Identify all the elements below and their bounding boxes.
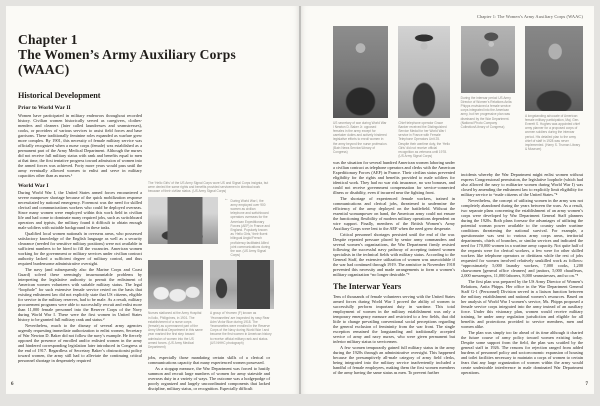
para-rcol2-3: The first plan was prepared by the US Army Director of Women’s Relations, Anita Phipps. Her office in the War Department General Staff G-1 (Personnel) Division served in a liaison function between the military establishment and national women’s resources. Based on her analysis of World War I women’s service, Ms. Phipps proposed a female service corps integrated into the army instead of an auxiliary force. Under this visionary plan, women would receive military training, be under army regulation jurisdiction and eligible for all benefits and protections provided to service members, men and women alike. [461, 279, 583, 329]
para-cont-1: jobs, especially those mandating certain skills of a clerical or communications capacity that many experienced women possessed. [148, 355, 270, 366]
photo-everett-hughes-portrait [525, 26, 583, 111]
left-page-continuation-text [148, 355, 270, 391]
left-page-media-column [148, 91, 270, 392]
page-right [300, 6, 594, 394]
photo-army-nurses-philippines [148, 260, 203, 309]
caption-nurses: Nurses stationed at the Army Hospital in Iloilo, Philippines, in 1901. The establishment of a nurse corps (female) as a permanent part of the Army Medical Department in this same year marked the first step toward admission of women into the US armed forces. (US Army Medical Department) [148, 311, 203, 350]
chapter-label: Chapter 1 [18, 32, 78, 47]
portrait-row [333, 26, 583, 160]
para-cont-2: As a stopgap measure, the War Department was forced to hastily summon and recruit large numbers of women for army stateside and overseas duty in a variety of ways. The outcome was a hodgepodge of poorly organized and largely uncoordinated components that lacked discipline, military status, or recognition. Especially difficult [148, 366, 270, 392]
para-ww1-3: The navy (and subsequently also the Marine Corps and Coast Guard) solved these seemingly insurmountable problems by interpreting the legislative authority to permit the enlistment of American women volunteers with suitable military status. The legal “loophole” for such extensive female service rested on the basis that existing enlistment law did not explicitly state that US citizens, eligible for service in the military reserves, had to be male. As a result, military procurement programs were able to successfully recruit and enlist more than 11,000 female personnel into the Reserve Corps of the Navy during World War I. These were the first women in United States history to be granted full military rank and status.² [18, 267, 142, 322]
left-page-columns [18, 91, 270, 392]
subheading-prior-to-world-war-2: Prior to World War II [18, 105, 71, 111]
para-interwar-2: A few women temporarily gained full military status in the army during the 1920s through an administrative oversight. This happened because the presumptively all-male category of army field clerks, being integrated into the military service inadvertently included a handful of female employees, making them the first women members of the army having the same status as men. To prevent further [333, 345, 455, 375]
figure-nurses [148, 260, 203, 349]
para-ww1-2: Qualified local women nationals in overseas areas, who possessed satisfactory knowledge of the English language as well as a security clearance (needed for sensitive military positions) were not available in sufficient numbers to be hired to fill the vacancies. American women working for the government or military services under civilian contract authority lacked a sufficient degree of military control, and thus required burdensome administrative oversight. [18, 231, 142, 266]
caption-switchboard-room: During World War I, the army employed over 900 women as civilian telephone and switchboard operators overseas for the American Expeditionary Forces (AEF) in France and England. Popularly known as ‘Hello Girls,’ their fluent bilingual Anglo/French proficiency facilitated Allied joint communications during the war. (US Army Signal Corps) [230, 198, 271, 258]
page-left [6, 6, 300, 394]
para-prior-ww2: Women have participated in military endeavors throughout recorded history. Civilian women historically served as caregivers, clothes-menders and cleaners (later called laundresses and seamstresses), cooks, or providers of various services to assist field forces and base garrisons. These traditionally feminine roles expanded as warfare grew more complex. By 1901, this necessity of female military service was officially recognized when a nurse corps (female) was established as a permanent part of the Army Medical Department. Although the nurses did not receive full military status with rank and benefits equal to men at that time, the first tentative progress toward admission of women into the armed forces was achieved. Forty more years would pass until the army eventually allowed women to enlist and serve in military capacities other than as nurses.¹ [18, 112, 142, 178]
page-number-left: 6 [11, 382, 14, 387]
para-interwar-1: Tens of thousands of female volunteers serving with the United States armed forces during World War I proved the ability of women to successfully perform important duty in wartime. This total employment of women in the military establishment was only a temporary emergency measure and restricted to a few fields, that did little to change prevailing conventional social perceptions regarding the general exclusion of femininity from the war front. The single exception remained the longstanding and traditionally accepted service of army and navy nurses, who were given permanent but inferior military status to servicemen. [333, 294, 455, 344]
caption-yeomanettes: A group of Yeomen (F) known as ‘Yeomanettes’ are inspected by navy Rear Adm Victor Blue during 1918. The Yeomanettes were enrolled in the Reserve Corps of the Navy during World War I and became the first women in American history to receive official military rank and status. (US NHHC photograph) [210, 311, 272, 345]
left-arrow-icon: ← [224, 195, 229, 201]
section-heading-historical-development: Historical Development [18, 91, 101, 100]
photo-newton-baker-portrait [333, 26, 388, 118]
figure-hello-girls-main [148, 91, 270, 194]
section-heading-interwar-years: The Interwar Years [333, 282, 402, 291]
figure-anita-phipps [461, 26, 515, 129]
page-spine [299, 6, 301, 394]
photo-hello-girls-switchboard [148, 91, 271, 179]
para-rcol2-2: Nevertheless, the concept of utilizing women in the army was not completely abandoned during the years between the wars. As a result, two separate plans concerning the establishment of an army women’s corps were developed by War Department General Staff planners during the 1920s. Both plans foresaw the advantages of utilizing the potential woman power available to the country under wartime conditions threatening the national survival. For example, a questionnaire was sent to various army corps areas, territorial departments, chiefs of branches, or similar services and indicated the need for 170,000 women in a wartime army capacity. Not quite half of the requests were for clerical workers, a few were for other skilled workers like telephone operators or dietitians while the rest of jobs requested for women involved relatively unskilled work as follows: “approximately 5,000 laundry workers, 7,000 cooks, 1,200 charwomen [general office cleaners] and janitors, 5,000 chauffeurs, 2,000 messengers, 11,000 laborers, 8,000 seamstresses, and so on.”⁵ [461, 198, 583, 278]
caption-newton-baker: US secretary of war during World War I Newton D. Baker Jr. opposed females in the army except for caretaker duties and actively hindered legislative efforts to enroll women in the army beyond the nurse profession. (Bain News Service/Library of Congress) [333, 120, 388, 154]
chapter-title: The Women’s Army Auxiliary Corps (WAAC) [18, 47, 236, 77]
para-rcol1-3: Critical personnel shortages persisted until the end of the war. Despite repeated pressure placed by senior army commanders and several women’s organizations, the War Department firmly resisted following the successful navy pathway of accepting trained women specialists in the technical fields with military status. According to the General Staff, the extensive utilization of women was unavoidable if the war had continued through 1919. The armistice in November 1918 prevented this necessity and made arrangements to form a women’s military organization “no longer desirable.”³ [333, 232, 455, 277]
para-rcol2-4: The plan was simply too far ahead of its time although it charted the future course of army policy toward women existing today. Despite some support from the field, the plan was scuttled by the general staff in 1926. The reasons for rejection ranged from added burdens of personnel policy and socioeconomic expansion of housing and toilet facilities necessary to maintain a corps of women to certain fears that any large organization of women within the army would create undesirable interference in male dominated War Department operations. [461, 330, 583, 375]
photo-switchboard-room [148, 197, 218, 244]
figure-yeomanettes [210, 260, 274, 349]
photo-anita-phipps-portrait [461, 26, 515, 93]
right-page-column-1 [333, 160, 455, 376]
photo-yeomanettes-inspection [210, 260, 274, 309]
figure-newton-baker [333, 26, 388, 154]
caption-grace-banker: Chief telephone operator Grace Banker received the Distinguished Service Medal for her World War I service in France with Female Telephone Operators Unit 25. Despite their wartime duty, the ‘Hello Girls’ did not receive official recognition as veterans until 1978. (US Army Signal Corps) [398, 120, 450, 159]
running-header: Chapter 1: The Women’s Army Auxiliary Corps (WAAC) [476, 14, 583, 19]
media-row-bottom [148, 260, 270, 349]
book-spread [6, 6, 594, 394]
figure-grace-banker [398, 26, 450, 158]
caption-everett-hughes: A longstanding advocate of American female military participation, Maj. Gen. Everett S. Hughes was appointed chief army planner for a proposed corps of women soldiers during the interwar period. His detailed plan to the army chief of staff in 1928 was never implemented. (Harry S. Truman Library & Museum) [524, 113, 581, 152]
page-number-right: 7 [585, 382, 588, 387]
caption-switchboard-wrap [224, 197, 270, 258]
caption-hello-girls-main: The ‘Hello Girls’ of the US Army Signal Corps wore US and Signal Corps insignia, but were denied the same rights and benefits provided servicemen in identical work because of their civilian status. (US Army Signal Corps) [148, 181, 269, 194]
para-rcol1-1: was the situation for several hundred American women laboring under a civilian contract as telephone operators and clerks with the American Expeditionary Forces (AEF) in France. Their civilian status prevented eligibility for the rights and benefits provided to male soldiers for identical work. They had no war risk insurance, no war bonuses, and could not receive government compensation for service-connected illness or disability, even if incurred near the fighting front. [333, 160, 455, 195]
figure-everett-hughes [525, 26, 583, 151]
photo-grace-banker-portrait [398, 26, 450, 118]
right-page-columns [333, 160, 583, 376]
para-ww1-1: During World War I, the United States armed forces encountered a severe manpower shortage because of the quick mobilization response necessitated by national emergency. Foremost was the need for skilled clerical and communications workers who could be deployed overseas. Since many women were employed within this work field in civilian life and had come to dominate many required jobs, such as switchboard operators and typists, the military found it difficult to obtain enough male soldiers with suitable background in these tasks. [18, 190, 142, 230]
right-page-column-2 [461, 160, 583, 376]
figure-switchboard-room [148, 197, 270, 258]
caption-anita-phipps: During the interwar period US Army Director of Women’s Relations Anita Phipps envisioned a female service corps integrated into the American army, but her progressive plan was dismissed by the War Department. (National Photo Company Collection/Library of Congress) [460, 95, 512, 129]
left-page-text-column [18, 91, 142, 392]
para-rcol2-1: incidents whereby the War Department might enlist women without express Congressional permission, the legislative loophole (which had also allowed the navy to militarize women during World War I) was closed by amending the enlistment law to explicitly limit eligibility for military service to “male citizens of the United States.”⁴ [461, 172, 583, 197]
subheading-world-war-1: World War I [18, 182, 49, 189]
para-ww1-4: Nevertheless, much to the dismay of several army agencies urgently requesting immediate authorization to enlist women, Secretary of War Newton D. Baker did not follow the navy’s example. He fiercely opposed the presence of enrolled and/or enlisted women in the army and hindered corresponding legislation later introduced in Congress at the end of 1917. Regardless of Secretary Baker’s obstructionist policy toward women, the army still had to alleviate the continuing critical personnel shortage in desperately required [18, 323, 142, 363]
para-rcol1-2: The shortage of experienced female workers, trained in communications and clerical jobs, threatened to undermine the efficiency of the army deployed on the battlefield. Without the essential womanpower on hand, the American army could not ensure the functioning flexibility of modern military operations dependent on wire support. Finally, members of the British Women’s Army Auxiliary Corps were lent to the AEF when the need grew desperate. [333, 196, 455, 231]
